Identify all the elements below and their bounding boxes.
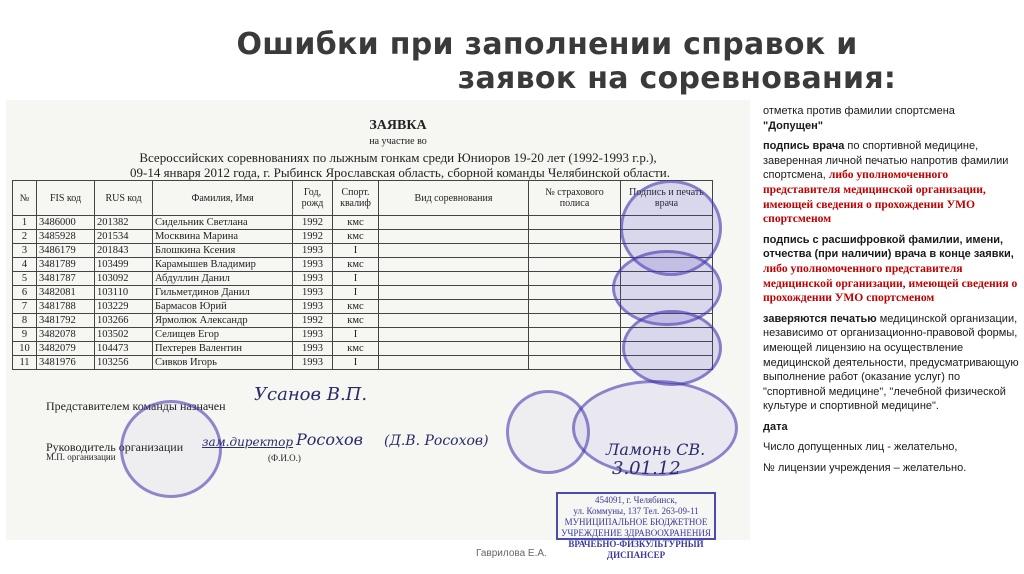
table-cell-empty xyxy=(379,286,529,300)
table-cell: 3481789 xyxy=(37,258,95,272)
table-cell-empty xyxy=(529,216,621,230)
organization-stamp-2 xyxy=(506,390,590,474)
event-line-1: Всероссийских соревнованиях по лыжным гонкам среди Юниоров 19-20 лет (1992-1993 г.р.), xyxy=(139,150,657,165)
mp-label: М.П. организации xyxy=(46,452,116,462)
table-cell: 3486179 xyxy=(37,244,95,258)
table-cell: Блошкина Ксения xyxy=(153,244,293,258)
table-cell: 5 xyxy=(13,272,37,286)
rep-name: Усанов В.П. xyxy=(254,384,368,405)
table-cell: 103499 xyxy=(95,258,153,272)
requirements-notes xyxy=(763,104,1021,482)
table-cell: 3481788 xyxy=(37,300,95,314)
table-cell: 1993 xyxy=(293,328,333,342)
table-cell-empty xyxy=(379,342,529,356)
table-cell: 3481976 xyxy=(37,356,95,370)
table-cell: 1993 xyxy=(293,356,333,370)
table-header-row xyxy=(13,181,713,216)
table-cell: I xyxy=(333,286,379,300)
table-cell: 3486000 xyxy=(37,216,95,230)
table-cell-empty xyxy=(379,356,529,370)
table-cell: I xyxy=(333,244,379,258)
table-cell: 1 xyxy=(13,216,37,230)
table-cell: кмс xyxy=(333,230,379,244)
table-cell-empty xyxy=(529,314,621,328)
table-cell: Бармасов Юрий xyxy=(153,300,293,314)
table-cell-empty xyxy=(529,244,621,258)
table-cell: кмс xyxy=(333,258,379,272)
table-cell: Карамышев Владимир xyxy=(153,258,293,272)
table-cell: 1992 xyxy=(293,314,333,328)
note-seal xyxy=(763,312,1021,414)
table-cell: 3482078 xyxy=(37,328,95,342)
table-cell: I xyxy=(333,328,379,342)
fio-hint: (Ф.И.О.) xyxy=(268,453,301,463)
table-cell: 1992 xyxy=(293,216,333,230)
table-row xyxy=(13,258,713,272)
rep-label: Представителем команды назначен xyxy=(46,399,226,413)
table-cell: 103266 xyxy=(95,314,153,328)
table-cell-empty xyxy=(529,272,621,286)
note-text: заверяются печатью xyxy=(763,312,877,325)
note-signature-decoding xyxy=(763,233,1021,306)
date-handwritten: 3.01.12 xyxy=(612,458,681,479)
table-cell: 1993 xyxy=(293,300,333,314)
stamp-line: ул. Коммуны, 137 Тел. 263-09-11 xyxy=(573,506,699,516)
slide-title xyxy=(0,28,1024,96)
col-header: № страхового полиса xyxy=(529,181,621,216)
participants-table xyxy=(12,180,713,370)
title-line-2: заявок на соревнования: xyxy=(457,61,897,96)
table-cell: 2 xyxy=(13,230,37,244)
table-cell: 7 xyxy=(13,300,37,314)
document-subheading: на участие во xyxy=(369,136,427,147)
table-cell: 201534 xyxy=(95,230,153,244)
table-cell: 1992 xyxy=(293,230,333,244)
table-row xyxy=(13,342,713,356)
note-text: отметка против фамилии спортсмена xyxy=(763,105,955,117)
note-text: подпись с расшифровкой фамилии, имени, отчества (при наличии) врача в конце заявки, xyxy=(763,233,1014,261)
stamp-line: ВРАЧЕБНО-ФИЗКУЛЬТУРНЫЙ ДИСПАНСЕР xyxy=(568,539,704,560)
table-cell: 8 xyxy=(13,314,37,328)
table-cell-empty xyxy=(379,314,529,328)
note-license: № лицензии учреждения – желательно. xyxy=(763,462,967,475)
head-name: (Д.В. Росохов) xyxy=(384,433,489,449)
table-cell: 201382 xyxy=(95,216,153,230)
footer-author: Гаврилова Е.А. xyxy=(476,548,547,559)
col-header: № xyxy=(13,181,37,216)
table-cell-empty xyxy=(529,286,621,300)
table-cell-empty xyxy=(529,328,621,342)
col-header: Спорт. квалиф xyxy=(333,181,379,216)
table-row xyxy=(13,272,713,286)
table-cell-empty xyxy=(529,356,621,370)
table-cell: кмс xyxy=(333,342,379,356)
note-text: "Допущен" xyxy=(763,119,823,132)
table-cell: 104473 xyxy=(95,342,153,356)
note-text: по спортивной медицине, заверенная личной печатью напротив фамилии спортсмена, xyxy=(763,140,1009,182)
table-cell-empty xyxy=(529,258,621,272)
table-cell: Абдуллин Данил xyxy=(153,272,293,286)
doctor-signature: Ламонь СВ. xyxy=(606,440,706,459)
head-label: Руководитель организации xyxy=(46,440,184,454)
organization-stamp xyxy=(120,400,222,498)
table-cell: кмс xyxy=(333,314,379,328)
table-cell: кмс xyxy=(333,300,379,314)
table-cell: 6 xyxy=(13,286,37,300)
note-text: подпись врача xyxy=(763,140,845,153)
table-cell-empty xyxy=(529,342,621,356)
table-cell: 103110 xyxy=(95,286,153,300)
table-cell-empty xyxy=(379,300,529,314)
stamp-line: 454091, г. Челябинск, xyxy=(595,495,677,505)
table-cell-empty xyxy=(379,244,529,258)
stamp-line: УЧРЕЖДЕНИЕ ЗДРАВООХРАНЕНИЯ xyxy=(561,528,711,538)
table-row xyxy=(13,286,713,300)
head-role: зам.директор xyxy=(202,435,294,449)
table-row xyxy=(13,314,713,328)
head-signature: Росохов xyxy=(296,430,363,449)
table-cell: 1993 xyxy=(293,286,333,300)
table-cell: 1993 xyxy=(293,258,333,272)
col-header: Вид соревнования xyxy=(379,181,529,216)
table-cell-empty xyxy=(379,230,529,244)
table-cell-empty xyxy=(379,216,529,230)
table-cell: 1993 xyxy=(293,244,333,258)
table-cell: 9 xyxy=(13,328,37,342)
table-cell: Селищев Егор xyxy=(153,328,293,342)
title-line-1: Ошибки при заполнении справок и xyxy=(236,27,858,62)
table-cell: 1993 xyxy=(293,342,333,356)
col-header: Год, рожд xyxy=(293,181,333,216)
table-row xyxy=(13,356,713,370)
table-cell-empty xyxy=(379,328,529,342)
document-heading: ЗАЯВКА xyxy=(369,118,427,133)
table-cell: 201843 xyxy=(95,244,153,258)
note-count: Число допущенных лиц - желательно, xyxy=(763,441,958,454)
table-row xyxy=(13,244,713,258)
table-row xyxy=(13,300,713,314)
table-cell: Гильметдинов Данил xyxy=(153,286,293,300)
col-header: Фамилия, Имя xyxy=(153,181,293,216)
table-row xyxy=(13,328,713,342)
note-highlight: либо уполномоченного представителя медицинской организации, имеющей сведения о прохождении УМО спортсменом xyxy=(763,261,1018,305)
table-cell: I xyxy=(333,356,379,370)
table-cell: I xyxy=(333,272,379,286)
note-highlight: либо уполномоченного представителя медицинской организации, имеющей сведения о прохождении УМО спортсменом xyxy=(763,168,986,226)
table-cell: 1993 xyxy=(293,272,333,286)
dispensary-stamp xyxy=(556,492,716,560)
table-cell: 3481792 xyxy=(37,314,95,328)
table-cell: Сидельник Светлана xyxy=(153,216,293,230)
table-cell-empty xyxy=(379,272,529,286)
table-cell: 3482081 xyxy=(37,286,95,300)
table-cell: 10 xyxy=(13,342,37,356)
table-cell: 4 xyxy=(13,258,37,272)
table-cell: 103502 xyxy=(95,328,153,342)
table-cell-empty xyxy=(529,300,621,314)
note-mark xyxy=(763,104,1021,133)
table-row xyxy=(13,230,713,244)
table-cell: 103092 xyxy=(95,272,153,286)
table-cell: 3482079 xyxy=(37,342,95,356)
note-doctor-signature xyxy=(763,139,1021,227)
table-cell-empty xyxy=(379,258,529,272)
table-cell: Москвина Марина xyxy=(153,230,293,244)
table-cell: 3 xyxy=(13,244,37,258)
table-cell: Сивков Игорь xyxy=(153,356,293,370)
table-cell: 103256 xyxy=(95,356,153,370)
table-cell: 3485928 xyxy=(37,230,95,244)
table-cell-empty xyxy=(529,230,621,244)
table-row xyxy=(13,216,713,230)
table-cell: Пехтерев Валентин xyxy=(153,342,293,356)
table-cell: 3481787 xyxy=(37,272,95,286)
table-cell: 103229 xyxy=(95,300,153,314)
note-text: медицинской организации, независимо от организационно-правовой формы, имеющей лицензию на осуществление медицинской деятельности, предусматривающую выполнение работ (оказание услуг) по "спортивной медицине", "лечебной физической культуре и спортивной медицине". xyxy=(763,312,1019,413)
table-cell: кмс xyxy=(333,216,379,230)
stamp-line: МУНИЦИПАЛЬНОЕ БЮДЖЕТНОЕ xyxy=(564,517,708,527)
doctor-stamp-3 xyxy=(622,310,722,386)
col-header: Подпись и печать врача xyxy=(621,181,713,216)
col-header: RUS код xyxy=(95,181,153,216)
note-date: дата xyxy=(763,420,788,433)
table-cell: Ярмолюк Александр xyxy=(153,314,293,328)
table-cell: 11 xyxy=(13,356,37,370)
event-line-2: 09-14 января 2012 года, г. Рыбинск Ярославская область, сборной команды Челябинской области. xyxy=(130,165,670,180)
col-header: FIS код xyxy=(37,181,95,216)
